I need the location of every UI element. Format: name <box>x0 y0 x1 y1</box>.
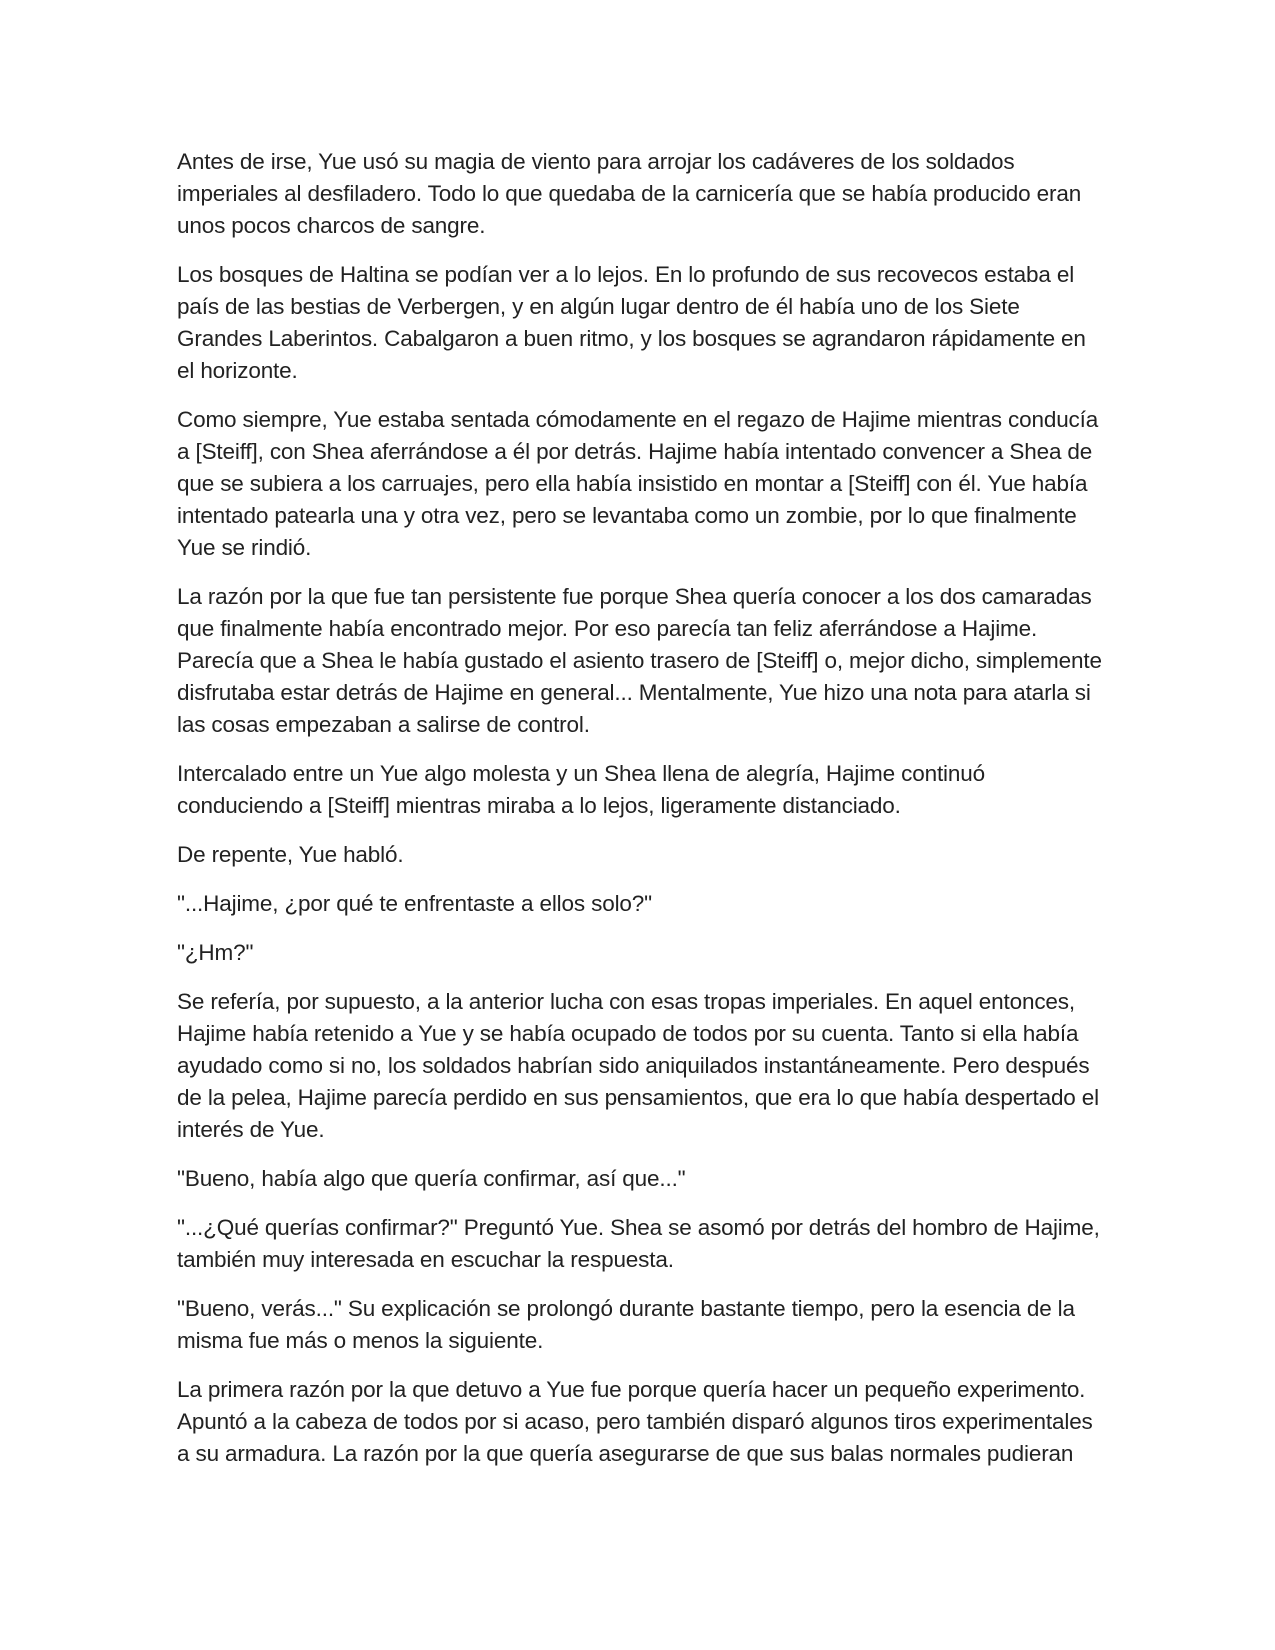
paragraph: Como siempre, Yue estaba sentada cómodamente en el regazo de Hajime mientras conducía a [Steiff], con Shea aferrándose a él por detrás. Hajime había intentado convencer a Shea de que se subiera a los carruajes, pero ella había insistido en montar a [Steiff] con él. Yue había intentado patearla una y otra vez, pero se levantaba como un zombie, por lo que finalmente Yue se rindió. <box>177 407 1099 560</box>
dialogue-line: "¿Hm?" <box>177 940 254 965</box>
dialogue-line: "...Hajime, ¿por qué te enfrentaste a ellos solo?" <box>177 891 652 916</box>
paragraph: Los bosques de Haltina se podían ver a lo lejos. En lo profundo de sus recovecos estaba el país de las bestias de Verbergen, y en algún lugar dentro de él había uno de los Siete Grandes Laberintos. Cabalgaron a buen ritmo, y los bosques se agrandaron rápidamente en el horizonte. <box>177 262 1086 383</box>
paragraph: De repente, Yue habló. <box>177 842 404 867</box>
dialogue-line: "Bueno, había algo que quería confirmar, así que..." <box>177 1166 686 1191</box>
paragraph: Antes de irse, Yue usó su magia de viento para arrojar los cadáveres de los soldados imperiales al desfiladero. Todo lo que quedaba de la carnicería que se había producido eran unos pocos charcos de sangre. <box>177 149 1082 238</box>
paragraph: La razón por la que fue tan persistente fue porque Shea quería conocer a los dos camaradas que finalmente había encontrado mejor. Por eso parecía tan feliz aferrándose a Hajime. Parecía que a Shea le había gustado el asiento trasero de [Steiff] o, mejor dicho, simplemente disfrutaba estar detrás de Hajime en general... Mentalmente, Yue hizo una nota para atarla si las cosas empezaban a salirse de control. <box>177 584 1102 737</box>
paragraph: Se refería, por supuesto, a la anterior lucha con esas tropas imperiales. En aquel entonces, Hajime había retenido a Yue y se había ocupado de todos por su cuenta. Tanto si ella había ayudado como si no, los soldados habrían sido aniquilados instantáneamente. Pero después de la pelea, Hajime parecía perdido en sus pensamientos, que era lo que había despertado el interés de Yue. <box>177 989 1099 1142</box>
paragraph: La primera razón por la que detuvo a Yue fue porque quería hacer un pequeño experimento. Apuntó a la cabeza de todos por si acaso, pero también disparó algunos tiros experimentales a su armadura. La razón por la que quería asegurarse de que sus balas normales pudieran <box>177 1377 1093 1466</box>
document-page <box>177 146 1107 1487</box>
paragraph: Intercalado entre un Yue algo molesta y un Shea llena de alegría, Hajime continuó conduciendo a [Steiff] mientras miraba a lo lejos, ligeramente distanciado. <box>177 761 985 818</box>
paragraph: "...¿Qué querías confirmar?" Preguntó Yue. Shea se asomó por detrás del hombro de Hajime, también muy interesada en escuchar la respuesta. <box>177 1215 1100 1272</box>
paragraph: "Bueno, verás..." Su explicación se prolongó durante bastante tiempo, pero la esencia de la misma fue más o menos la siguiente. <box>177 1296 1075 1353</box>
